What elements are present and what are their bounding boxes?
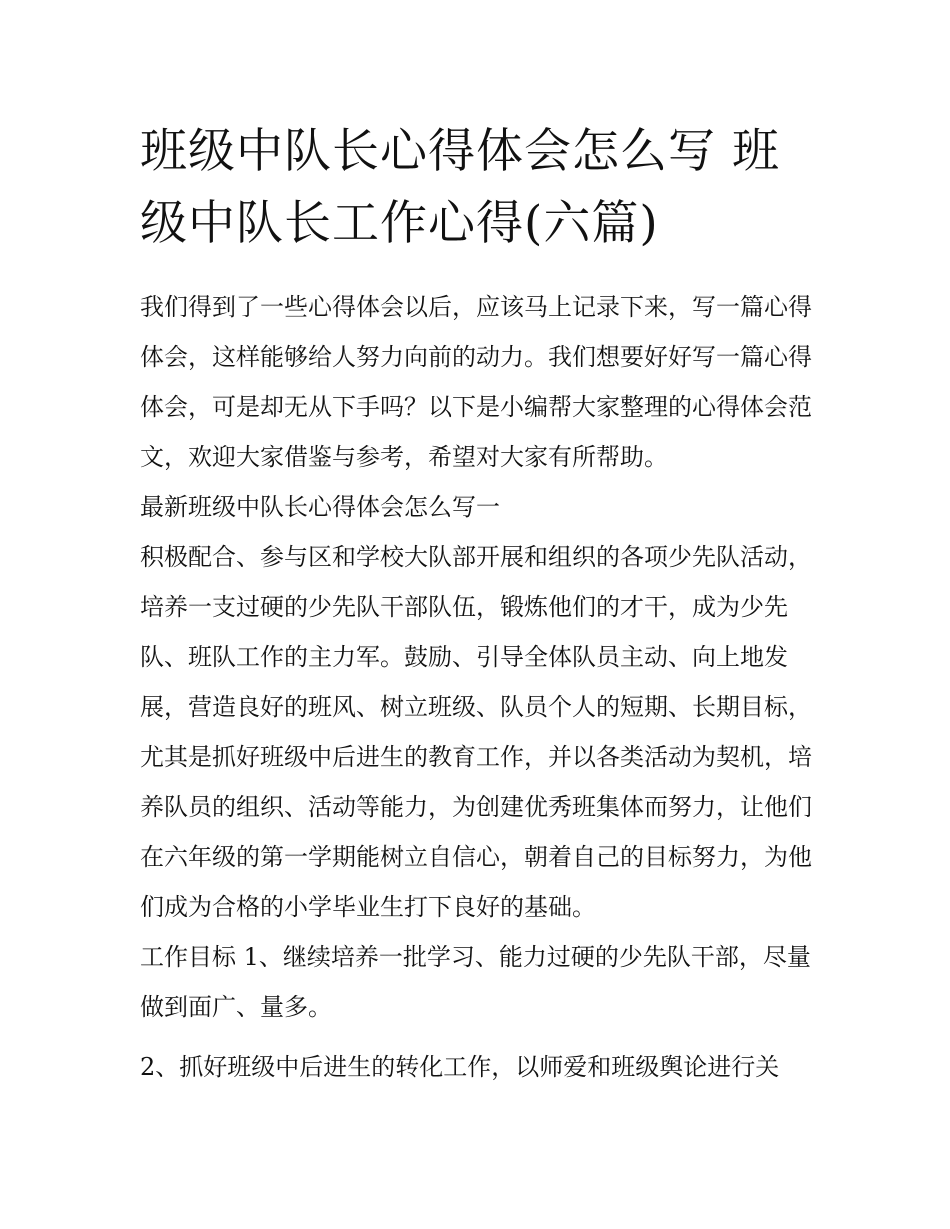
document-content <box>140 116 812 1092</box>
body-paragraph: 积极配合、参与区和学校大队部开展和组织的各项少先队活动，培养一支过硬的少先队干部队伍，锻炼他们的才干，成为少先队、班队工作的主力军。鼓励、引导全体队员主动、向上地发展，营造良好的班风、树立班级、队员个人的短期、长期目标，尤其是抓好班级中后进生的教育工作，并以各类活动为契机，培养队员的组织、活动等能力，为创建优秀班集体而努力，让他们在六年级的第一学期能树立自信心，朝着自己的目标努力，为他们成为合格的小学毕业生打下良好的基础。 <box>140 543 812 921</box>
intro-paragraph: 我们得到了一些心得体会以后，应该马上记录下来，写一篇心得体会，这样能够给人努力向前的动力。我们想要好好写一篇心得体会，可是却无从下手吗？以下是小编帮大家整理的心得体会范文，欢迎大家借鉴与参考，希望对大家有所帮助。 <box>140 293 812 471</box>
document-title: 班级中队长心得体会怎么写 班级中队长工作心得(六篇) <box>140 124 780 251</box>
goal-item-1: 工作目标 1、继续培养一批学习、能力过硬的少先队干部，尽量做到面广、量多。 <box>140 943 811 1021</box>
section-heading: 最新班级中队长心得体会怎么写一 <box>140 493 500 521</box>
goal-item-2: 2、抓好班级中后进生的转化工作，以师爱和班级舆论进行关 <box>140 1053 780 1081</box>
